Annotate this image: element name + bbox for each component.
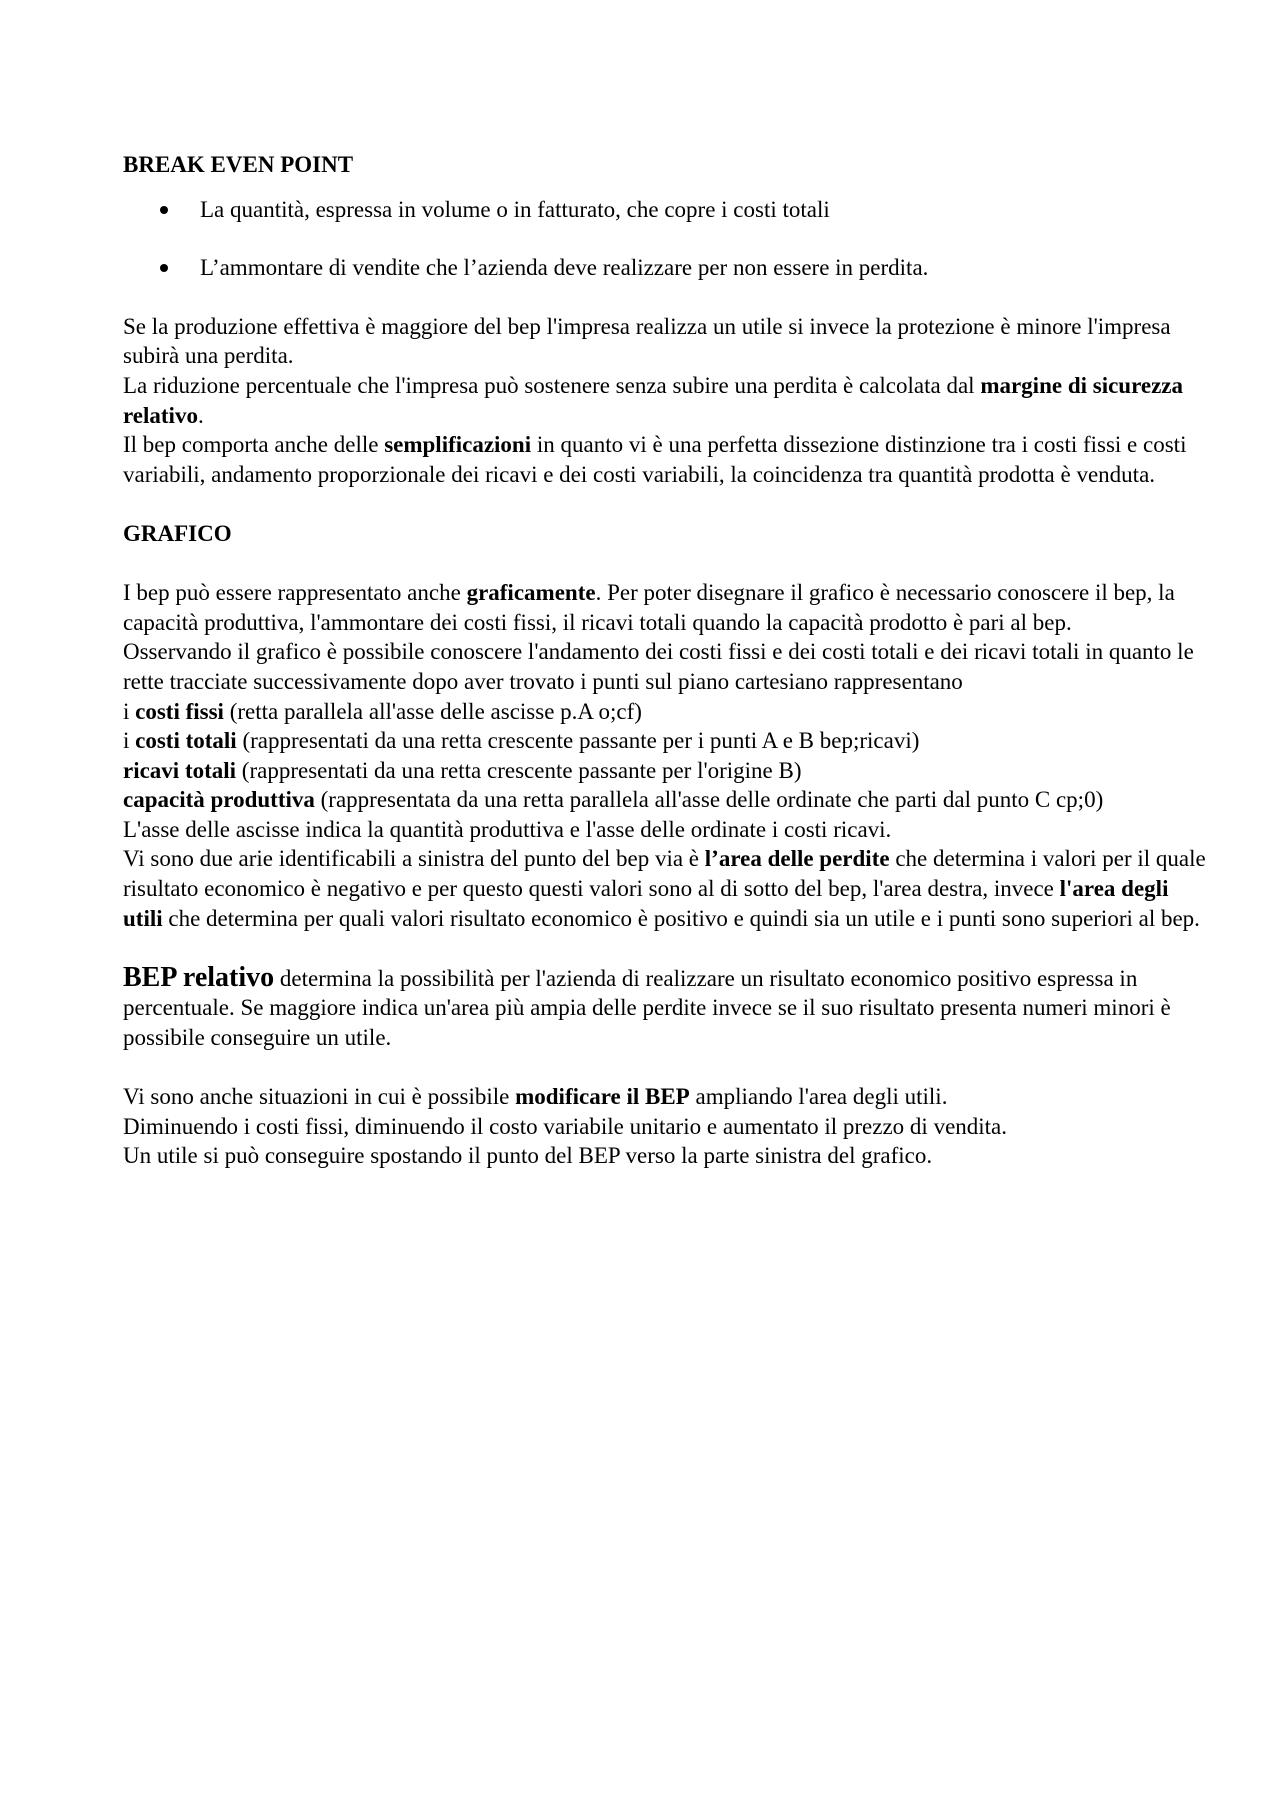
costi-fissi-line: i costi fissi (retta parallela all'asse delle ascisse p.A o;cf) [123,698,642,724]
list-item-text: L’ammontare di vendite che l’azienda deve realizzare per non essere in perdita. [200,255,929,281]
intro-paragraph-1: Se la produzione effettiva è maggiore del bep l'impresa realizza un utile si invece la protezione è minore l'impresa subirà una perdita. [123,313,1171,369]
graficamente-term: graficamente [466,580,596,606]
grafico-paragraph-3: L'asse delle ascisse indica la quantità produttiva e l'asse delle ordinate i costi ricavi. [123,816,892,842]
bep-relativo-paragraph: BEP relativo determina la possibilità per l'azienda di realizzare un risultato economico positivo espressa in percentuale. Se maggiore indica un'area più ampia delle perdite invece se il suo risultato presenta numeri minori è possibile conseguire un utile. [123,961,1171,1051]
grafico-heading: GRAFICO [123,520,232,546]
list-item [123,195,1213,225]
bep-relativo-term: BEP relativo [123,961,275,993]
costi-totali-line: i costi totali (rappresentati da una retta crescente passante per i punti A e B bep;ricavi) [123,728,920,754]
bullet-icon [160,206,168,214]
grafico-paragraph-1: I bep può essere rappresentato anche graficamente. Per poter disegnare il grafico è necessario conoscere il bep, la capacità produttiva, l'ammontare dei costi fissi, il ricavi totali quando la capacità prodotto è pari al bep. [123,580,1175,635]
document-title: BREAK EVEN POINT [123,152,354,177]
grafico-paragraph-2: Osservando il grafico è possibile conoscere l'andamento dei costi fissi e dei costi totali e dei ricavi totali in quanto le rette tracciate successivamente dopo aver trovato i punti sul piano cartesiano rappresentano [123,639,1194,694]
grafico-paragraph-4: Vi sono due arie identificabili a sinistra del punto del bep via è l’area delle perdite che determina i valori per il quale risultato economico è negativo e per questo questi valori sono al di sotto del bep, l'area destra, invece l'area degli utili che determina per quali valori risultato economico è positivo e quindi sia un utile e i punti sono superiori al bep. [123,846,1206,931]
semplificazioni-term: semplificazioni [384,432,532,458]
document-page [123,150,1213,1171]
modificare-paragraph-2: Diminuendo i costi fissi, diminuendo il costo variabile unitario e aumentato il prezzo di vendita. [123,1113,1008,1139]
capacita-produttiva-line: capacità produttiva (rappresentata da una retta parallela all'asse delle ordinate che parti dal punto C cp;0) [123,787,1104,813]
modificare-paragraph-3: Un utile si può conseguire spostando il punto del BEP verso la parte sinistra del grafico. [123,1143,933,1169]
ricavi-totali-line: ricavi totali (rappresentati da una retta crescente passante per l'origine B) [123,757,802,783]
intro-paragraph-3: Il bep comporta anche delle semplificazioni in quanto vi è una perfetta dissezione distinzione tra i costi fissi e costi variabili, andamento proporzionale dei ricavi e dei costi variabili, la coincidenza tra quantità prodotta è venduta. [123,432,1187,487]
modificare-bep-term: modificare il BEP [515,1084,690,1110]
intro-paragraph-2: La riduzione percentuale che l'impresa può sostenere senza subire una perdita è calcolata dal margine di sicurezza relativo. [123,372,1184,428]
list-item-text: La quantità, espressa in volume o in fatturato, che copre i costi totali [200,196,830,222]
margine-sicurezza-term: margine di sicurezza relativo [123,372,1184,428]
bullet-icon [160,264,168,272]
definition-list [123,195,1213,283]
list-item [123,253,1213,283]
modificare-paragraph-1: Vi sono anche situazioni in cui è possibile modificare il BEP ampliando l'area degli utili. [123,1084,948,1110]
